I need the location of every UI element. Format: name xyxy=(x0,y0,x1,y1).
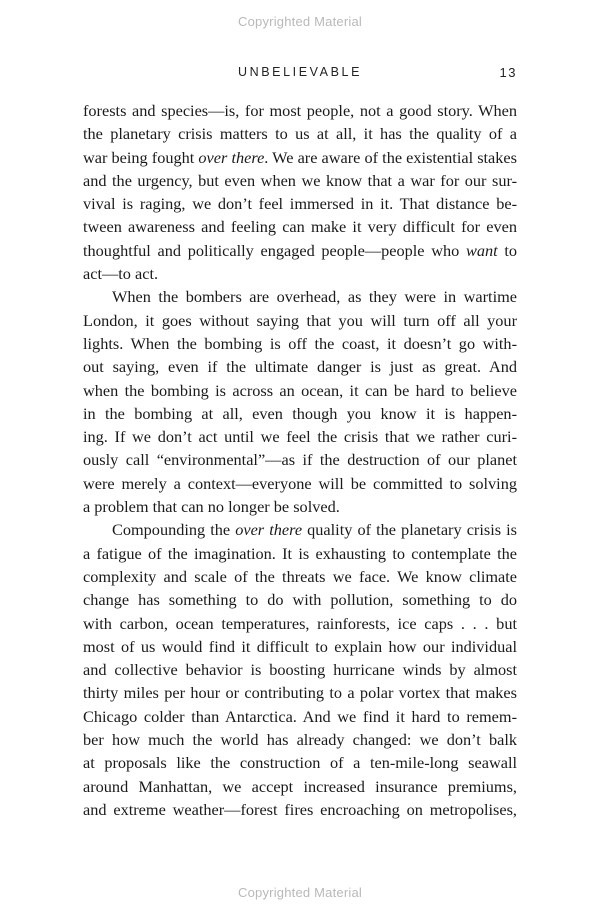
text-line: with carbon, ocean temperatures, rainforests, ice caps . . . but xyxy=(83,613,517,633)
text-line xyxy=(83,146,517,169)
text-line: ously call “environmental”—as if the destruction of our planet xyxy=(83,450,517,470)
text-line: out saying, even if the ultimate danger is just as great. And xyxy=(83,357,517,377)
copyright-watermark-top: Copyrighted Material xyxy=(238,14,362,29)
text-line: forests and species—is, for most people, not a good story. When xyxy=(83,101,517,120)
text-line: most of us would find it difficult to explain how our individual xyxy=(83,636,517,656)
text-line: thirty miles per hour or contributing to a polar vortex that makes xyxy=(83,683,517,703)
text-segment: quality of the planetary crisis is xyxy=(302,520,517,540)
text-line: tween awareness and feeling can make it very difficult for even xyxy=(83,217,517,237)
text-segment: war being fought xyxy=(83,147,199,167)
text-line xyxy=(83,518,517,541)
copyright-watermark-bottom: Copyrighted Material xyxy=(238,885,362,900)
text-line: change has something to do with pollution, something to do xyxy=(83,590,517,610)
text-line: London, it goes without saying that you will turn off all your xyxy=(83,310,517,330)
text-line: complexity and scale of the threats we face. We know climate xyxy=(83,566,517,586)
text-line: in the bombing at all, even though you know it is happen- xyxy=(83,403,517,423)
text-line: Chicago colder than Antarctica. And we find it hard to remem- xyxy=(83,706,517,726)
text-line: when the bombing is across an ocean, it can be hard to believe xyxy=(83,380,517,400)
italic-phrase: over there xyxy=(198,147,265,167)
text-line: at proposals like the construction of a ten-mile-long seawall xyxy=(83,753,517,773)
text-line: around Manhattan, we accept increased insurance premiums, xyxy=(83,776,517,796)
text-line: ber how much the world has already changed: we don’t balk xyxy=(83,730,517,750)
running-title: UNBELIEVABLE xyxy=(237,65,363,79)
text-line xyxy=(83,239,517,262)
text-segment: . We are aware of the existential stakes xyxy=(264,147,517,167)
text-line: ing. If we don’t act until we feel the crisis that we rather curi- xyxy=(83,427,517,447)
text-segment: thoughtful and politically engaged people—people who xyxy=(83,240,466,260)
italic-phrase: over there xyxy=(235,520,303,540)
text-line: When the bombers are overhead, as they were in wartime xyxy=(112,287,517,307)
text-line: and extreme weather—forest fires encroaching on metropolises, xyxy=(83,799,517,819)
text-line: act—to act. xyxy=(83,264,159,284)
text-line: a problem that can no longer be solved. xyxy=(83,497,340,517)
text-segment: to xyxy=(497,240,517,260)
text-line: a fatigue of the imagination. It is exhausting to contemplate the xyxy=(83,543,517,563)
text-line: and the urgency, but even when we know that a war for our sur- xyxy=(83,170,517,190)
body-text xyxy=(83,99,517,821)
text-line: and collective behavior is boosting hurricane winds by almost xyxy=(83,660,517,680)
text-line: vival is raging, we don’t feel immersed in it. That distance be- xyxy=(83,194,517,214)
italic-phrase: want xyxy=(465,240,498,260)
text-line: the planetary crisis matters to us at all, it has the quality of a xyxy=(83,124,517,144)
text-line: lights. When the bombing is off the coast, it doesn’t go with- xyxy=(83,333,517,353)
text-line: were merely a context—everyone will be committed to solving xyxy=(83,473,517,493)
text-segment: Compounding the xyxy=(112,520,236,540)
page-number: 13 xyxy=(499,65,517,80)
running-header xyxy=(83,65,517,85)
